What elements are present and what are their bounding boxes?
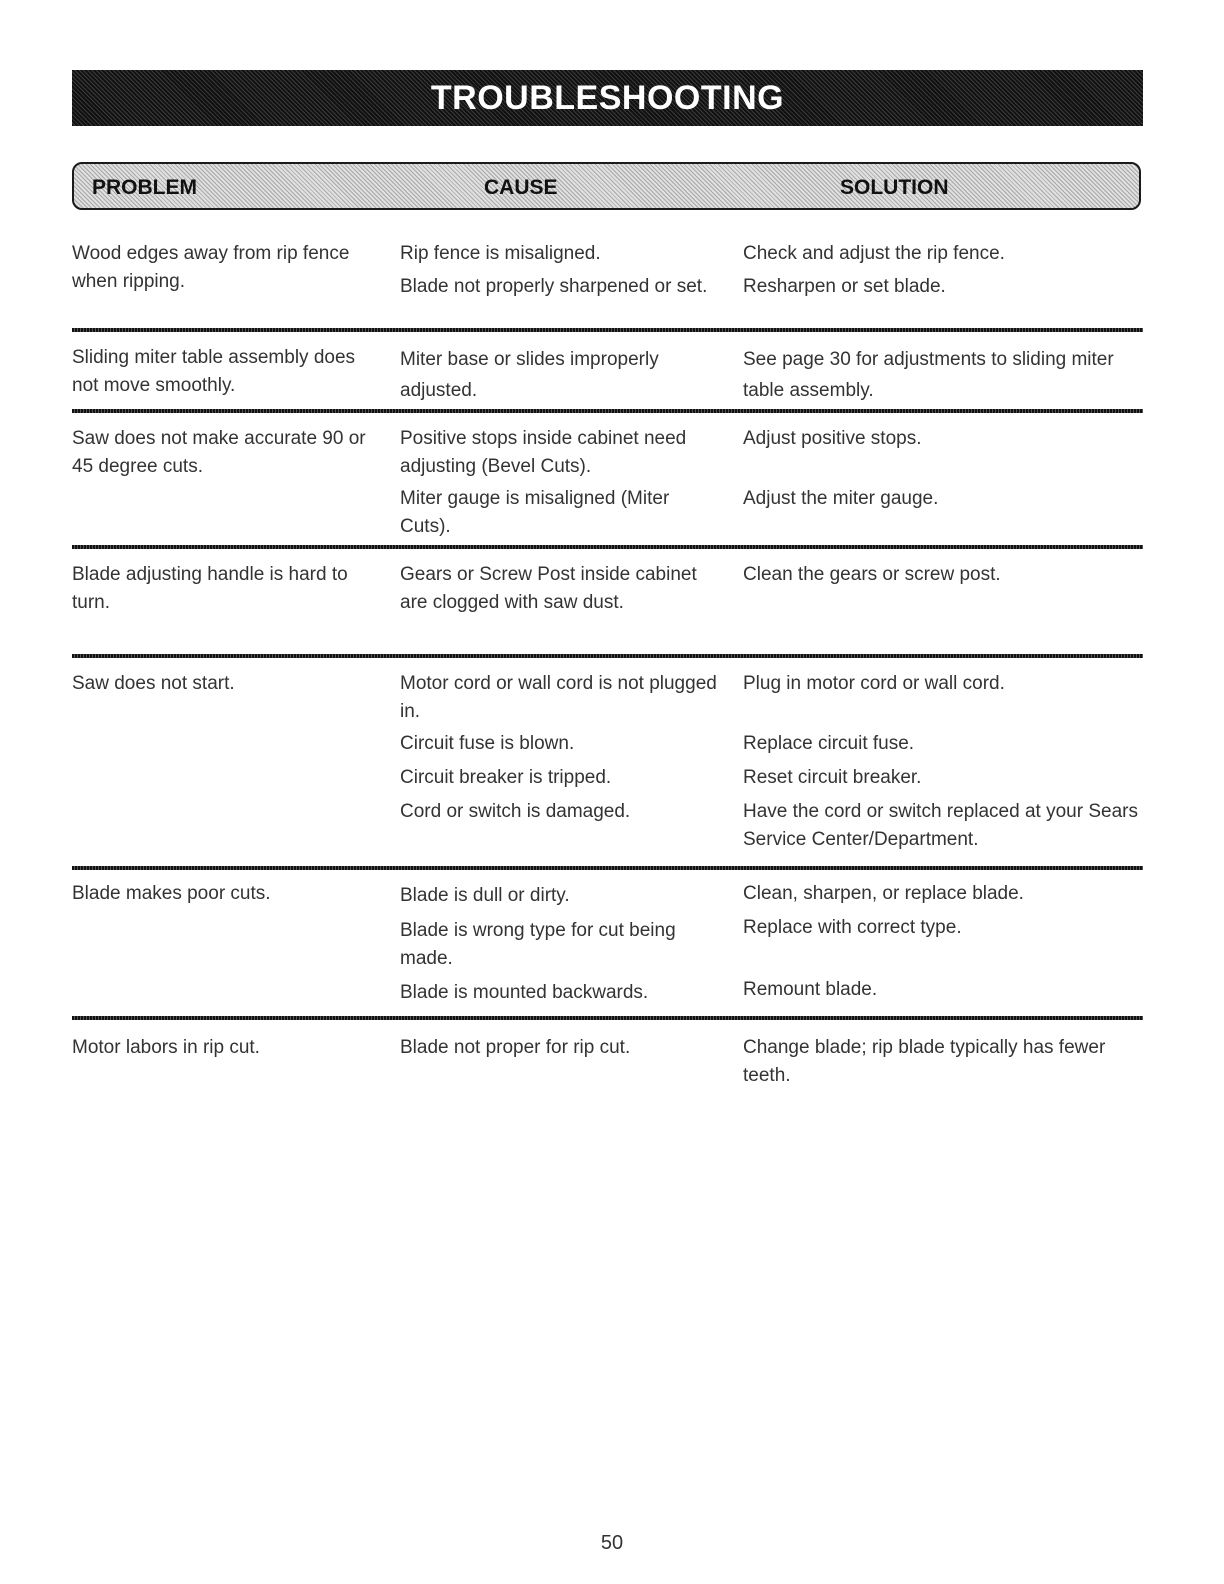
solution-item: Resharpen or set blade. — [743, 276, 946, 297]
cause-item: Motor cord or wall cord is not plugged in. — [400, 673, 717, 722]
row-divider — [72, 1016, 1143, 1020]
cause-item: Miter base or slides improperly adjusted. — [400, 349, 659, 401]
header-problem: PROBLEM — [92, 176, 197, 199]
solution-item: See page 30 for adjustments to sliding miter table assembly. — [743, 349, 1114, 401]
solution-item: Clean the gears or screw post. — [743, 564, 1001, 585]
page-title: TROUBLESHOOTING — [430, 78, 785, 117]
cause-item: Miter gauge is misaligned (Miter Cuts). — [400, 488, 670, 537]
solution-item: Reset circuit breaker. — [743, 767, 922, 788]
problem-text: Blade makes poor cuts. — [72, 883, 271, 904]
cause-item: Blade is wrong type for cut being made. — [400, 920, 676, 969]
header-cause: CAUSE — [484, 176, 558, 199]
cause-item: Blade is mounted backwards. — [400, 982, 649, 1003]
problem-text: Saw does not make accurate 90 or 45 degree cuts. — [72, 428, 366, 477]
solution-item: Change blade; rip blade typically has fewer teeth. — [743, 1037, 1106, 1086]
cause-item: Circuit breaker is tripped. — [400, 767, 612, 788]
solution-item: Plug in motor cord or wall cord. — [743, 673, 1005, 694]
page-number: 50 — [600, 1532, 624, 1554]
solution-item: Check and adjust the rip fence. — [743, 243, 1005, 264]
cause-item: Rip fence is misaligned. — [400, 243, 601, 264]
problem-text: Sliding miter table assembly does not move smoothly. — [72, 347, 356, 396]
header-solution: SOLUTION — [840, 176, 949, 199]
solution-item: Replace circuit fuse. — [743, 733, 915, 754]
cause-item: Blade not proper for rip cut. — [400, 1037, 631, 1058]
problem-text: Wood edges away from rip fence when ripping. — [72, 243, 350, 292]
problem-text: Blade adjusting handle is hard to turn. — [72, 564, 348, 613]
row-divider — [72, 654, 1143, 658]
cause-item: Gears or Screw Post inside cabinet are clogged with saw dust. — [400, 564, 697, 613]
cause-item: Circuit fuse is blown. — [400, 733, 575, 754]
row-divider — [72, 409, 1143, 413]
row-divider — [72, 328, 1143, 332]
solution-item: Adjust the miter gauge. — [743, 488, 939, 509]
problem-text: Motor labors in rip cut. — [72, 1037, 260, 1058]
solution-item: Adjust positive stops. — [743, 428, 922, 449]
row-divider — [72, 545, 1143, 549]
solution-item: Clean, sharpen, or replace blade. — [743, 883, 1024, 904]
solution-item: Replace with correct type. — [743, 917, 962, 938]
cause-item: Positive stops inside cabinet need adjusting (Bevel Cuts). — [400, 428, 687, 477]
cause-item: Blade not properly sharpened or set. — [400, 276, 708, 297]
problem-text: Saw does not start. — [72, 673, 235, 694]
solution-item: Have the cord or switch replaced at your Sears Service Center/Department. — [743, 801, 1138, 850]
title-banner — [72, 70, 1143, 126]
solution-item: Remount blade. — [743, 979, 878, 1000]
table-header — [72, 162, 1141, 210]
row-divider — [72, 866, 1143, 870]
cause-item: Blade is dull or dirty. — [400, 885, 570, 906]
cause-item: Cord or switch is damaged. — [400, 801, 631, 822]
